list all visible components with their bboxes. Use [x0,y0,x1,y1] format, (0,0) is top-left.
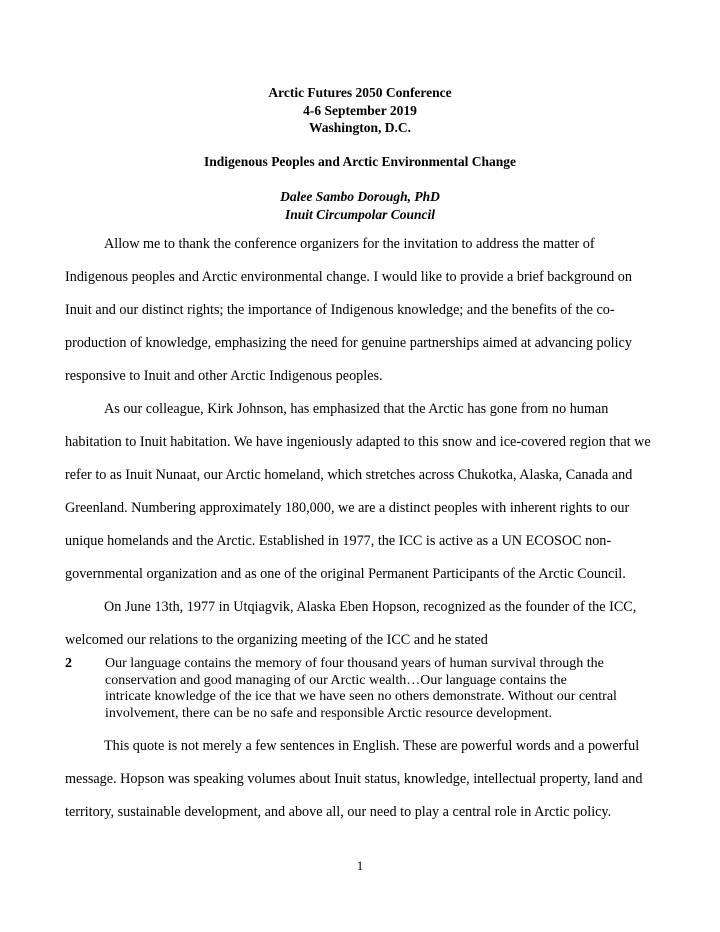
body-line: As our colleague, Kirk Johnson, has emphasized that the Arctic has gone from no human [104,401,609,417]
body-line: refer to as Inuit Nunaat, our Arctic homeland, which stretches across Chukotka, Alaska, Canada and [65,467,633,483]
conference-location: Washington, D.C. [308,120,412,135]
quote-line: Our language contains the memory of four thousand years of human survival through the [105,656,604,671]
body-line: governmental organization and as one of the original Permanent Participants of the Arctic Council. [65,566,626,582]
body-line: message. Hopson was speaking volumes about Inuit status, knowledge, intellectual property, land and [65,771,643,787]
body-line: Inuit and our distinct rights; the importance of Indigenous knowledge; and the benefits of the co- [65,302,615,318]
body-line: welcomed our relations to the organizing meeting of the ICC and he stated [65,632,488,648]
conference-header [0,84,720,137]
body-line: production of knowledge, emphasizing the need for genuine partnerships aimed at advancing policy [65,335,632,351]
body-line: This quote is not merely a few sentences in English. These are powerful words and a powerful [104,738,640,754]
author-name: Dalee Sambo Dorough, PhD [280,189,440,204]
body-line: Allow me to thank the conference organizers for the invitation to address the matter of [104,236,595,252]
block-quote [65,656,685,722]
body-line: unique homelands and the Arctic. Established in 1977, the ICC is active as a UN ECOSOC non- [65,533,612,549]
body-line: territory, sustainable development, and above all, our need to play a central role in Arctic policy. [65,804,612,820]
page-number: 1 [356,858,364,873]
body-line: habitation to Inuit habitation. We have ingeniously adapted to this snow and ice-covered region that we [65,434,651,450]
author-affiliation: Inuit Circumpolar Council [284,206,436,222]
body-line: Greenland. Numbering approximately 180,000, we are a distinct peoples with inherent rights to our [65,500,630,516]
quote-line: intricate knowledge of the ice that we have seen no others demonstrate. Without our central [105,689,617,704]
author-block [0,188,720,223]
body-line: On June 13th, 1977 in Utqiagvik, Alaska Eben Hopson, recognized as the founder of the ICC, [104,599,637,615]
talk-title: Indigenous Peoples and Arctic Environmental Change [204,154,516,169]
quote-line: conservation and good managing of our Arctic wealth…Our language contains the [105,672,567,688]
conference-title: Arctic Futures 2050 Conference [268,85,452,100]
quote-line: involvement, there can be no safe and responsible Arctic resource development. [105,705,553,721]
conference-dates: 4-6 September 2019 [303,102,417,118]
body-line: responsive to Inuit and other Arctic Indigenous peoples. [65,368,383,384]
quote-marker: 2 [65,656,72,671]
body-line: Indigenous peoples and Arctic environmental change. I would like to provide a brief background on [65,269,632,285]
